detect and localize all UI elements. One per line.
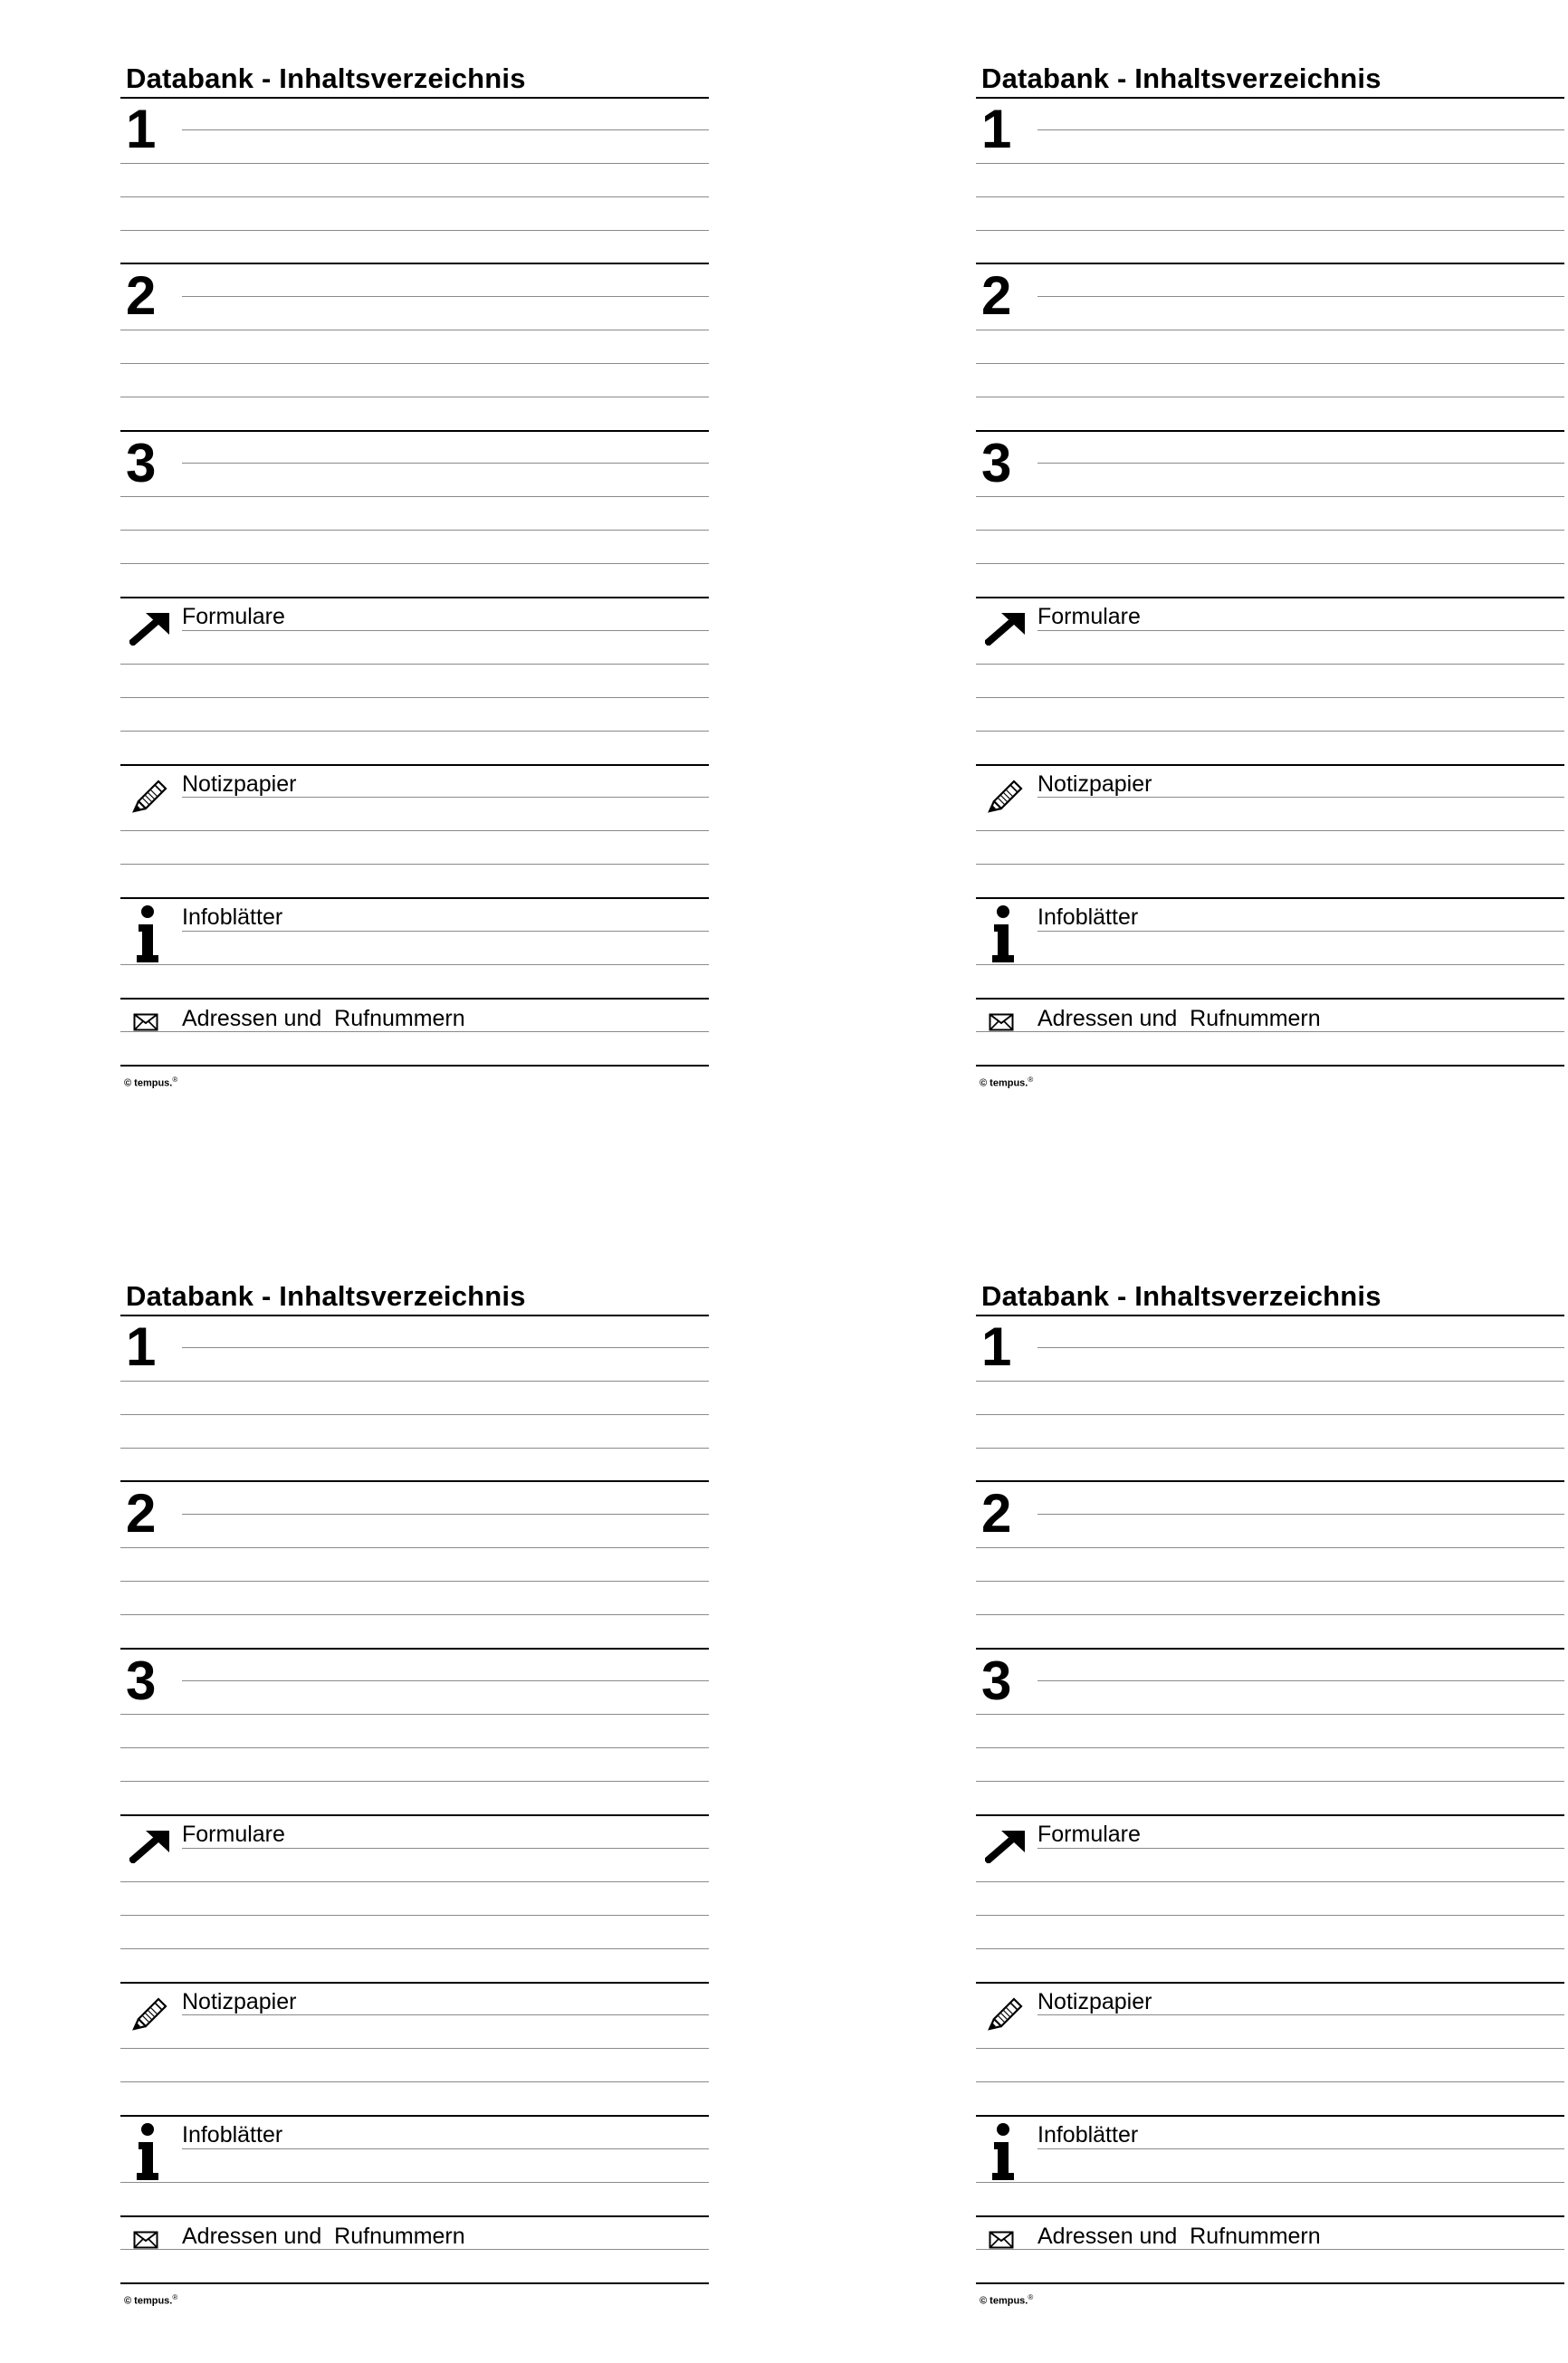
section-label-adressen: Adressen und Rufnummern [1037, 1006, 1321, 1031]
entry-line [976, 1747, 1564, 1748]
entry-line [976, 864, 1564, 865]
section-number-2: 2 [981, 1483, 1012, 1544]
entry-line [976, 163, 1564, 164]
section-number-2: 2 [126, 265, 157, 326]
entry-line [120, 2048, 709, 2049]
section-number-3: 3 [981, 1650, 1012, 1711]
registered-mark: ® [1028, 1076, 1034, 1084]
section-rule [120, 2215, 709, 2217]
section-label-infoblaetter: Infoblätter [182, 904, 283, 930]
section-rule [976, 764, 1564, 766]
entry-line [976, 2182, 1564, 2183]
entry-line [120, 496, 709, 497]
entry-line [1037, 1347, 1564, 1348]
entry-line [182, 296, 709, 297]
entry-line [1037, 463, 1564, 464]
envelope-icon [989, 1013, 1014, 1031]
entry-line [976, 230, 1564, 231]
entry-line [1037, 931, 1564, 932]
index-sheet-3 [120, 1277, 709, 2363]
entry-line [976, 1581, 1564, 1582]
section-rule [120, 1982, 709, 1984]
copyright-text: © tempus. [124, 2295, 173, 2307]
entry-line [976, 664, 1564, 665]
pencil-icon [987, 1992, 1027, 2032]
section-rule [976, 1065, 1564, 1067]
section-number-1: 1 [126, 1316, 157, 1377]
entry-line [120, 697, 709, 698]
arrow-up-right-icon [129, 609, 173, 646]
section-label-notizpapier: Notizpapier [182, 771, 297, 797]
section-number-3: 3 [126, 433, 157, 493]
entry-line [976, 731, 1564, 732]
entry-line [976, 530, 1564, 531]
entry-line [976, 1881, 1564, 1882]
section-rule [976, 897, 1564, 899]
entry-line [120, 1547, 709, 1548]
entry-line [120, 2182, 709, 2183]
entry-line [976, 2048, 1564, 2049]
section-rule [120, 1648, 709, 1650]
sheet-title: Databank - Inhaltsverzeichnis [126, 1280, 526, 1312]
copyright-mark [124, 2293, 177, 2307]
entry-line [120, 731, 709, 732]
info-icon [135, 2122, 160, 2182]
section-label-formulare: Formulare [1037, 604, 1141, 629]
entry-line [1037, 1680, 1564, 1681]
pencil-icon [131, 774, 171, 814]
section-rule [120, 1814, 709, 1816]
entry-line [182, 463, 709, 464]
index-sheet-1 [120, 59, 709, 1145]
section-label-infoblaetter: Infoblätter [1037, 2122, 1139, 2148]
entry-line [182, 1347, 709, 1348]
section-label-adressen: Adressen und Rufnummern [182, 1006, 465, 1031]
section-rule [120, 263, 709, 264]
section-rule [120, 1065, 709, 1067]
section-label-notizpapier: Notizpapier [1037, 1989, 1152, 2014]
section-rule [976, 597, 1564, 598]
entry-line [120, 1381, 709, 1382]
section-rule [120, 430, 709, 432]
index-sheet-2 [976, 59, 1564, 1145]
entry-line [120, 1948, 709, 1949]
copyright-mark [980, 2293, 1033, 2307]
info-icon [990, 904, 1016, 964]
entry-line [120, 163, 709, 164]
entry-line [1037, 129, 1564, 130]
section-rule [120, 597, 709, 598]
envelope-icon [133, 1013, 158, 1031]
section-number-1: 1 [981, 99, 1012, 159]
arrow-up-right-icon [985, 609, 1028, 646]
section-rule [976, 1480, 1564, 1482]
arrow-up-right-icon [129, 1827, 173, 1863]
envelope-icon [133, 2231, 158, 2249]
section-number-1: 1 [126, 99, 157, 159]
entry-line [976, 1547, 1564, 1548]
entry-line [120, 1448, 709, 1449]
entry-line [1037, 2014, 1564, 2015]
entry-line [120, 864, 709, 865]
title-rule [976, 97, 1564, 99]
section-rule [976, 2215, 1564, 2217]
entry-line [1037, 797, 1564, 798]
entry-line [976, 1448, 1564, 1449]
entry-line [120, 1031, 709, 1032]
copyright-text: © tempus. [980, 1077, 1028, 1089]
section-rule [976, 430, 1564, 432]
section-rule [976, 998, 1564, 1000]
registered-mark: ® [1028, 2293, 1034, 2301]
section-rule [120, 2282, 709, 2284]
entry-line [120, 1614, 709, 1615]
section-label-infoblaetter: Infoblätter [182, 2122, 283, 2148]
entry-line [182, 630, 709, 631]
section-label-formulare: Formulare [182, 604, 285, 629]
copyright-text: © tempus. [980, 2295, 1028, 2307]
sheet-title: Databank - Inhaltsverzeichnis [981, 62, 1382, 94]
section-label-adressen: Adressen und Rufnummern [1037, 2224, 1321, 2249]
pencil-icon [131, 1992, 171, 2032]
entry-line [1037, 296, 1564, 297]
section-label-notizpapier: Notizpapier [1037, 771, 1152, 797]
entry-line [182, 1848, 709, 1849]
entry-line [976, 2249, 1564, 2250]
entry-line [1037, 1848, 1564, 1849]
entry-line [182, 2148, 709, 2149]
section-rule [976, 2115, 1564, 2117]
entry-line [976, 697, 1564, 698]
section-rule [120, 1480, 709, 1482]
section-number-2: 2 [126, 1483, 157, 1544]
entry-line [120, 1414, 709, 1415]
copyright-text: © tempus. [124, 1077, 173, 1089]
section-number-2: 2 [981, 265, 1012, 326]
entry-line [976, 1381, 1564, 1382]
entry-line [120, 230, 709, 231]
title-rule [120, 1315, 709, 1316]
entry-line [120, 664, 709, 665]
entry-line [120, 964, 709, 965]
entry-line [120, 2081, 709, 2082]
arrow-up-right-icon [985, 1827, 1028, 1863]
pencil-icon [987, 774, 1027, 814]
section-rule [120, 764, 709, 766]
registered-mark: ® [172, 2293, 178, 2301]
entry-line [1037, 630, 1564, 631]
section-label-formulare: Formulare [182, 1822, 285, 1847]
entry-line [120, 1714, 709, 1715]
entry-line [976, 563, 1564, 564]
info-icon [135, 904, 160, 964]
section-rule [976, 263, 1564, 264]
section-number-3: 3 [126, 1650, 157, 1711]
entry-line [120, 830, 709, 831]
entry-line [120, 196, 709, 197]
entry-line [120, 1747, 709, 1748]
sheet-title: Databank - Inhaltsverzeichnis [126, 62, 526, 94]
entry-line [976, 830, 1564, 831]
registered-mark: ® [172, 1076, 178, 1084]
entry-line [976, 496, 1564, 497]
entry-line [976, 1414, 1564, 1415]
section-rule [976, 1814, 1564, 1816]
entry-line [976, 964, 1564, 965]
entry-line [976, 363, 1564, 364]
entry-line [976, 1948, 1564, 1949]
entry-line [182, 1514, 709, 1515]
section-rule [120, 2115, 709, 2117]
entry-line [182, 931, 709, 932]
envelope-icon [989, 2231, 1014, 2249]
entry-line [120, 363, 709, 364]
section-rule [976, 1648, 1564, 1650]
entry-line [182, 129, 709, 130]
entry-line [976, 1614, 1564, 1615]
section-label-notizpapier: Notizpapier [182, 1989, 297, 2014]
section-label-formulare: Formulare [1037, 1822, 1141, 1847]
section-rule [976, 2282, 1564, 2284]
entry-line [120, 563, 709, 564]
entry-line [120, 1581, 709, 1582]
section-number-1: 1 [981, 1316, 1012, 1377]
entry-line [120, 530, 709, 531]
section-label-infoblaetter: Infoblätter [1037, 904, 1139, 930]
entry-line [120, 1915, 709, 1916]
entry-line [976, 2081, 1564, 2082]
entry-line [120, 1781, 709, 1782]
entry-line [976, 1714, 1564, 1715]
entry-line [182, 1680, 709, 1681]
entry-line [976, 1781, 1564, 1782]
index-sheet-4 [976, 1277, 1564, 2363]
section-rule [120, 897, 709, 899]
sheet-title: Databank - Inhaltsverzeichnis [981, 1280, 1382, 1312]
entry-line [976, 1031, 1564, 1032]
entry-line [120, 1881, 709, 1882]
copyright-mark [980, 1076, 1033, 1089]
entry-line [120, 2249, 709, 2250]
entry-line [182, 2014, 709, 2015]
title-rule [976, 1315, 1564, 1316]
entry-line [976, 1915, 1564, 1916]
section-rule [976, 1982, 1564, 1984]
section-label-adressen: Adressen und Rufnummern [182, 2224, 465, 2249]
title-rule [120, 97, 709, 99]
entry-line [976, 196, 1564, 197]
entry-line [1037, 2148, 1564, 2149]
entry-line [182, 797, 709, 798]
section-rule [120, 998, 709, 1000]
copyright-mark [124, 1076, 177, 1089]
entry-line [1037, 1514, 1564, 1515]
info-icon [990, 2122, 1016, 2182]
section-number-3: 3 [981, 433, 1012, 493]
